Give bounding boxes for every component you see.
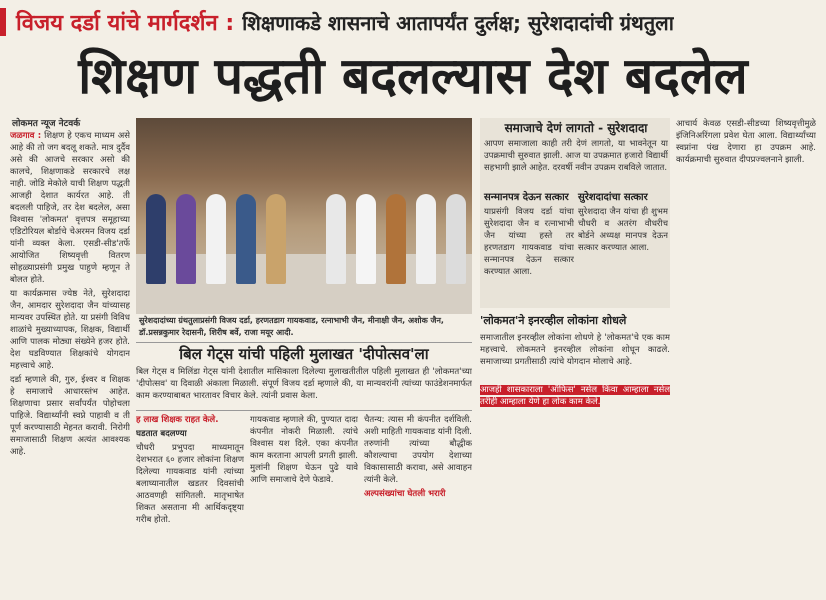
highlight-block [480,384,670,424]
gates-title: बिल गेट्स यांची पहिली मुलाखत 'दीपोत्सव'ला [179,345,429,363]
lokmat-text: समाजातील इनरव्हील लोकांना शोधणे हे 'लोकमत'चे एक काम महत्त्वाचे. लोकमतने इनरव्हील लोकांना शोधून काढले. समाजाच्या प्रगतीसाठी त्यांचे योगदान मोलाचे आहे. [480,333,670,367]
event-photo [136,118,472,314]
photo-person [386,194,406,284]
right-box-sub1: सन्मानपत्र देऊन सत्कार [484,192,569,203]
column-b-sub1: ह लाख शिक्षक राहत केले. [136,415,219,425]
column-b-sub2: घडतात बदलण्या [136,429,187,439]
right-box-text: आपण समाजाला काही तरी देणं लागतो, या भावनेतून या उपक्रमाची सुरुवात झाली. आज या उपक्रमात हजारो विद्यार्थी सहभागी झाले आहेत. दरवर्षी नवीन उपक्रम राबविले जातात. [484,139,668,173]
column-d [364,414,472,594]
gates-text: बिल गेट्स व मिलिंडा गेट्स यांनी देशातील मासिकाला दिलेल्या मुलाखतीतील पहिली मुलाखत ही 'लोकमत'च्या 'दीपोत्सव' या दिवाळी अंकाला मिळाली. संपूर्ण विजय दर्डा म्हणाले की, या मान्यवरांनी त्यांच्या फाउंडेशनमार्फत काम करण्याबाबत भारतावर विचार केले. त्यांनी प्रवास केला. [136,367,472,401]
right-column: आचार्य केवळ एसडी-सीडच्या शिष्यवृत्तीमुळे इंजिनिअरिंगला प्रवेश घेता आला. विद्यार्थ्यांच्या स्वप्नांना पंख देणारा हा उपक्रम आहे. कार्यक्रमाची सुरुवात दीपप्रज्वलनाने झाली. [676,119,816,165]
photo-person [266,194,286,284]
column-b [136,414,244,594]
lead-para2: या कार्यक्रमास ज्येष्ठ नेते, सुरेशदादा जैन, आमदार सुरेशदादा जैन यांच्यासह मान्यवर उपस्थित होते. या प्रसंगी विविध शाळांचे मुख्याध्यापक, शिक्षक, विद्यार्थी आणि पालक मोठ्या संख्येने हजर होते. देश घडविण्यात शिक्षकांचे योगदान महत्त्वाचे आहे. [10,289,130,371]
photo-person [236,194,256,284]
dateline: जळगाव : [10,131,42,141]
right-box-sub2: सुरेशदादांचा सत्कार [578,192,648,203]
highlight-text: आजही शासकाराला 'ऑफिस' नसेल किंवा आम्हाला नसेल तरीही आम्हाला येणे हा लोक काम केले. [480,385,670,407]
photo-person [356,194,376,284]
photo-person [446,194,466,284]
kicker-bar [0,8,6,36]
divider [136,342,472,343]
lead-column [10,130,130,590]
column-c [250,414,358,594]
headline: शिक्षण पद्धती बदलल्यास देश बदलेल [78,47,748,105]
right-box-sub1-text: याप्रसंगी विजय दर्डा यांचा सुरेशदादा जैन व रत्नाभाभी जैन यांच्या हस्ते तर हरणतडाग गायकवाड यांचा सन्मानपत्र देऊन सत्कार करण्यात आला. [484,207,574,277]
right-box-sub2-text: सुरेशदादा जैन यांचा ही शुभम चौधरी व अतरंग वौधरीच बोर्डने अध्यक्ष मानपत्र देऊन सत्कार करण्यात आला. [578,207,668,253]
photo-person [206,194,226,284]
photo-person [416,194,436,284]
column-c-text: गायकवाड म्हणाले की, पुण्यात दादा कंपनीत नोकरी मिळाली. त्यांचे विश्वास यश दिले. एका कंपनीत काम करताना आपली प्रगती झाली. मुलांनी शिक्षण घेऊन पुढे यावे आणि समाजाचे देणे फेडावे. [250,415,358,485]
kicker-red: विजय दर्डा यांचे मार्गदर्शन : [16,11,235,36]
kicker-subtitle: शिक्षणाकडे शासनाचे आतापर्यंत दुर्लक्ष; सुरेशदादांची ग्रंथतुला [242,10,674,35]
lead-text: शिक्षण हे एकच माध्यम असे आहे की तो जग बदलू शकते. मात्र दुर्दैव असे की आजचे सरकार असो की कालचे, शिक्षणाकडे सरकारचे लक्ष नाही. जोडि मेकोले याची शिक्षण पद्धती आजही देशात कार्यरत आहे. ती बदलली पाहिजे, तर देश बदलेल, असा विश्वास 'लोकमत' वृत्तपत्र समूहाच्या एडिटोरियल बोर्डाचे चेअरमन विजय दर्डा यांनी व्यक्त केला. एसडी-सीड'तर्फे आयोजित शिष्यवृत्ती वितरण सोहळ्याप्रसंगी प्रमुख पाहुणे म्हणून ते बोलत होते. [10,131,130,285]
column-b-text: चौधरी प्रभुपदा माध्यमातून देशभरात ६० हजार लोकांना शिक्षण दिलेल्या गायकवाड यांनी त्यांच्या बलाघ्यानातील खडतर दिवसांची आठवणही सांगितली. मातृभाषेत शिकत असताना मी आर्थिकदृष्ट्या गरीब होतो. [136,443,244,525]
column-d-sub: अल्पसंख्यांचा घेतली भरारी [364,489,446,499]
photo-person [176,194,196,284]
lead-para3: दर्डा म्हणाले की, गुरु, ईश्वर व शिक्षक हे समाजाचे आधारस्तंभ आहेत. शिक्षणाचा प्रसार सर्वांपर्यंत पोहोचला पाहिजे. विद्यार्थ्यांनी स्वप्ने पाहावी व ती पूर्ण करण्यासाठी मेहनत करावी. निरोगी समाजासाठी शिक्षण अत्यंत आवश्यक आहे. [10,375,130,457]
kicker [0,0,826,44]
right-box-title: समाजाचे देणं लागतो - सुरेशदादा [504,121,648,135]
lokmat-title: 'लोकमत'ने इनरव्हील लोकांना शोधले [480,314,627,327]
column-d-text: चैतन्य: त्यास मी कंपनीत दर्शविली. अशी माहिती गायकवाड यांनी दिली. तरुणांनी त्यांच्या बौद्धीक कौशल्याचा उपयोग देशाच्या विकासासाठी करावा, असे आवाहन त्यांनी केले. [364,415,472,485]
photo-person [146,194,166,284]
photo-caption: सुरेशदादांच्या ग्रंथतुलाप्रसंगी विजय दर्डा, हरणतडाग गायकवाड, रत्नाभाभी जैन, मीनाक्षी जैन, अशोक जैन, डॉ.प्रसन्नकुमार रेदासनी, शिरीष बर्वे, राजा मयूर आदी. [139,316,444,337]
divider [136,410,472,411]
byline: लोकमत न्यूज नेटवर्क [12,119,81,129]
photo-person [326,194,346,284]
